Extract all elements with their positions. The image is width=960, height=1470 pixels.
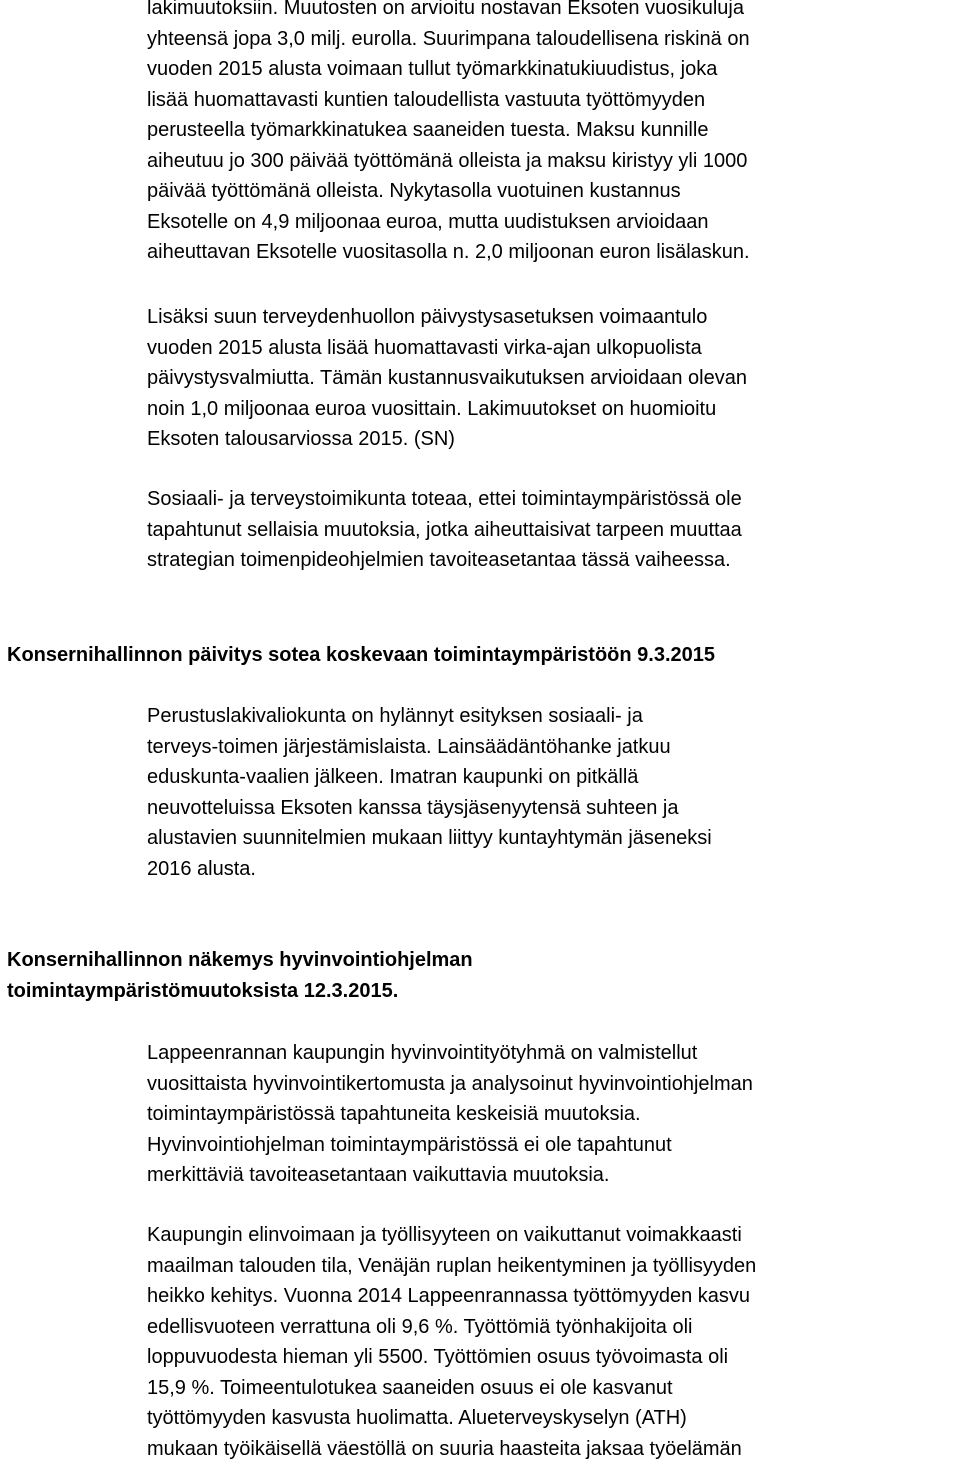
text-line: vuoden 2015 alusta lisää huomattavasti virka-ajan ulkopuolista: [147, 336, 702, 359]
text-line: päivää työttömänä olleista. Nykytasolla vuotuinen kustannus: [147, 180, 681, 202]
text-line: aiheutuu jo 300 päivää työttömänä olleista ja maksu kiristyy yli 1000: [147, 149, 748, 172]
paragraph-6: [147, 1220, 947, 1464]
text-line: heikko kehitys. Vuonna 2014 Lappeenrannassa työttömyyden kasvu: [147, 1285, 750, 1307]
text-line: Eksoten talousarviossa 2015. (SN): [147, 428, 455, 450]
text-line: Lappeenrannan kaupungin hyvinvointityötyhmä on valmistellut: [147, 1042, 698, 1064]
text-line: noin 1,0 miljoonaa euroa vuosittain. Lakimuutokset on huomioitu: [147, 397, 717, 420]
text-line: alustavien suunnitelmien mukaan liittyy kuntayhtymän jäseneksi: [147, 827, 712, 849]
text-line: maailman talouden tila, Venäjän ruplan heikentyminen ja työllisyyden: [147, 1254, 757, 1277]
text-line: merkittäviä tavoiteasetantaan vaikuttavia muutoksia.: [147, 1164, 610, 1186]
text-line: lisää huomattavasti kuntien taloudellista vastuuta työttömyyden: [147, 88, 706, 111]
text-line: Eksotelle on 4,9 miljoonaa euroa, mutta uudistuksen arvioidaan: [147, 210, 709, 233]
text-line: lakimuutoksiin. Muutosten on arvioitu nostavan Eksoten vuosikuluja: [147, 0, 744, 19]
paragraph-5: [147, 1038, 947, 1191]
text-line: Hyvinvointiohjelman toimintaympäristössä ei ole tapahtunut: [147, 1133, 672, 1156]
section-heading-2: [7, 945, 952, 1007]
heading-line: toimintaympäristömuutoksista 12.3.2015.: [7, 980, 399, 1002]
paragraph-1: [147, 0, 947, 268]
text-line: päivystysvalmiutta. Tämän kustannusvaikutuksen arvioidaan olevan: [147, 367, 747, 389]
text-line: Sosiaali- ja terveystoimikunta toteaa, ettei toimintaympäristössä ole: [147, 488, 742, 510]
paragraph-3: [147, 484, 947, 576]
text-line: toimintaympäristössä tapahtuneita keskeisiä muutoksia.: [147, 1103, 641, 1125]
text-line: vuosittaista hyvinvointikertomusta ja analysoinut hyvinvointiohjelman: [147, 1072, 753, 1095]
text-line: terveys-toimen järjestämislaista. Lainsäädäntöhanke jatkuu: [147, 735, 671, 758]
text-line: aiheuttavan Eksotelle vuositasolla n. 2,0 miljoonan euron lisälaskun.: [147, 241, 750, 263]
text-line: yhteensä jopa 3,0 milj. eurolla. Suurimpana taloudellisena riskinä on: [147, 27, 750, 50]
text-line: vuoden 2015 alusta voimaan tullut työmarkkinatukiuudistus, joka: [147, 58, 718, 80]
section-heading-1: [7, 640, 952, 671]
text-line: Perustuslakivaliokunta on hylännyt esityksen sosiaali- ja: [147, 705, 643, 727]
text-line: eduskunta-vaalien jälkeen. Imatran kaupunki on pitkällä: [147, 766, 639, 788]
text-line: neuvotteluissa Eksoten kanssa täysjäsenyytensä suhteen ja: [147, 796, 679, 819]
text-line: Kaupungin elinvoimaan ja työllisyyteen on vaikuttanut voimakkaasti: [147, 1224, 742, 1246]
text-line: työttömyyden kasvusta huolimatta. Alueterveyskyselyn (ATH): [147, 1407, 687, 1429]
text-line: strategian toimenpideohjelmien tavoiteasetantaa tässä vaiheessa.: [147, 549, 731, 571]
text-line: tapahtunut sellaisia muutoksia, jotka aiheuttaisivat tarpeen muuttaa: [147, 518, 742, 541]
heading-line: Konsernihallinnon näkemys hyvinvointiohjelman: [7, 949, 473, 971]
text-line: perusteella työmarkkinatukea saaneiden tuesta. Maksu kunnille: [147, 119, 709, 141]
text-line: Lisäksi suun terveydenhuollon päivystysasetuksen voimaantulo: [147, 306, 708, 328]
paragraph-2: [147, 302, 947, 455]
text-line: mukaan työikäisellä väestöllä on suuria haasteita jaksaa työelämän: [147, 1437, 742, 1460]
paragraph-4: [147, 701, 947, 884]
text-line: 15,9 %. Toimeentulotukea saaneiden osuus ei ole kasvanut: [147, 1376, 673, 1399]
text-line: loppuvuodesta hieman yli 5500. Työttömien osuus työvoimasta oli: [147, 1346, 729, 1368]
text-line: 2016 alusta.: [147, 857, 256, 880]
heading-line: Konsernihallinnon päivitys sotea koskevaan toimintaympäristöön 9.3.2015: [7, 644, 716, 666]
text-line: edellisvuoteen verrattuna oli 9,6 %. Työttömiä työnhakijoita oli: [147, 1315, 693, 1338]
